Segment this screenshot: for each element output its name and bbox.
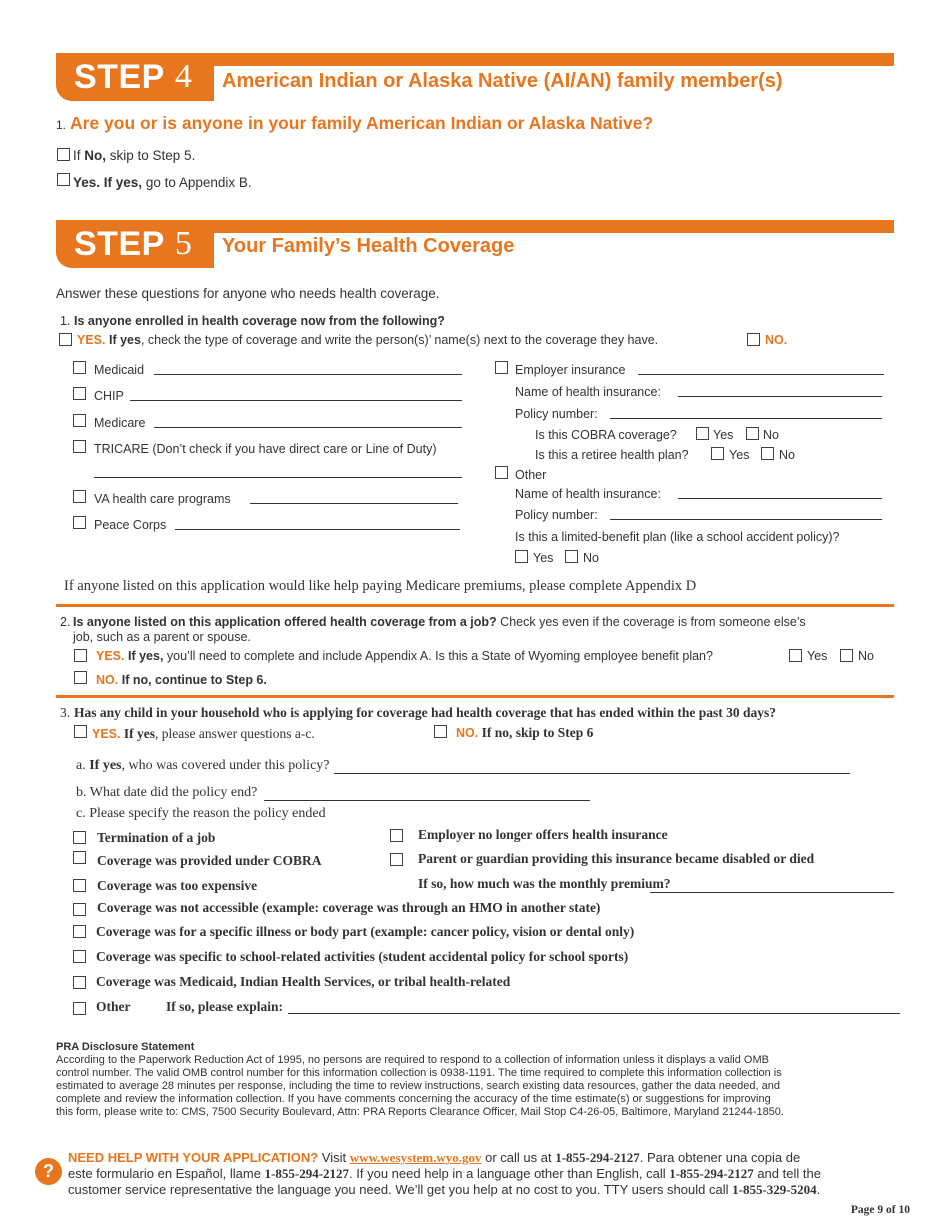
step4-q1-text: Are you or is anyone in your family American Indian or Alaska Native? [70,113,654,133]
help-line-3: customer service representative the language you need. We’ll get you help at no cost to you. TTY users should call 1-855-329-5204. [68,1182,821,1197]
q2-state-no-label: No [858,649,874,663]
chip-label: CHIP [94,389,124,403]
reason-other-checkbox[interactable] [73,1002,86,1015]
step5-badge [56,220,214,268]
q3c-label: c. Please specify the reason the policy ended [76,806,326,821]
medicaid-checkbox[interactable] [73,361,86,374]
reason-other-explain-line[interactable] [288,1013,900,1014]
pra-line-1: According to the Paperwork Reduction Act of 1995, no persons are required to respond to a collection of information unless it displays a valid OMB [56,1054,769,1066]
q1-text: Is anyone enrolled in health coverage now from the following? [74,314,445,328]
cobra-no-checkbox[interactable] [746,427,759,440]
step5-num: 5 [174,225,192,262]
q3-no-label: NO. If no, skip to Step 6 [456,725,594,740]
q1-yes-label: YES. If yes, check the type of coverage and write the person(s)’ name(s) next to the coverage they have. [77,333,659,347]
tricare-label: TRICARE (Don’t check if you have direct care or Line of Duty) [94,442,437,456]
help-line-1: NEED HELP WITH YOUR APPLICATION? Visit www.wesystem.wyo.gov or call us at 1-855-294-2127. Para obtener una copia de [68,1150,801,1165]
q3a-line[interactable] [334,773,850,774]
pra-line-2: control number. The valid OMB control number for this information collection is 0938-1191. The time required to complete this information collection is [56,1067,782,1079]
va-line[interactable] [250,503,458,504]
q3-text: Has any child in your household who is applying for coverage had health coverage that has ended within the past 30 days? [74,705,776,720]
employer-policy-line[interactable] [610,418,882,419]
q2-yes-label: YES. If yes, you’ll need to complete and include Appendix A. Is this a State of Wyoming employee benefit plan? [96,649,713,663]
reason-parent-disabled-checkbox[interactable] [390,853,403,866]
peace-corps-line[interactable] [175,529,460,530]
va-label: VA health care programs [94,492,231,506]
q2-yes-checkbox[interactable] [74,649,87,662]
cobra-yes-checkbox[interactable] [696,427,709,440]
retiree-yes-label: Yes [729,448,750,462]
reason-other-label: Other [96,999,131,1014]
cobra-no-label: No [763,428,779,442]
employer-checkbox[interactable] [495,361,508,374]
help-url-link[interactable]: www.wesystem.wyo.gov [349,1150,482,1165]
q2-num: 2. [60,615,71,629]
limited-yes-checkbox[interactable] [515,550,528,563]
q2-no-checkbox[interactable] [74,671,87,684]
reason-expensive-checkbox[interactable] [73,879,86,892]
reason-not-accessible-label: Coverage was not accessible (example: coverage was through an HMO in another state) [97,900,601,915]
reason-parent-disabled-label: Parent or guardian providing this insurance became disabled or died [418,851,815,866]
medicare-label: Medicare [94,416,146,430]
step4-q1-num: 1. [56,118,67,132]
pra-title: PRA Disclosure Statement [56,1041,195,1053]
q3a-label: a. If yes, who was covered under this policy? [76,758,330,773]
pra-line-4: complete and review the information collection. If you have comments concerning the accuracy of the time estimate(s) or suggestions for improving [56,1093,771,1105]
other-coverage-checkbox[interactable] [495,466,508,479]
step4-yes-checkbox[interactable] [57,173,70,186]
limited-no-label: No [583,551,599,565]
reason-school-checkbox[interactable] [73,950,86,963]
q3b-label: b. What date did the policy end? [76,785,258,800]
separator-2 [56,695,894,698]
limited-benefit-question: Is this a limited-benefit plan (like a school accident policy)? [515,530,840,544]
va-checkbox[interactable] [73,490,86,503]
step4-word: STEP [74,57,165,96]
employer-policy-label: Policy number: [515,407,598,421]
employer-label: Employer insurance [515,363,626,377]
reason-cobra-checkbox[interactable] [73,851,86,864]
reason-school-label: Coverage was specific to school-related activities (student accidental policy for school sports) [96,949,629,964]
employer-line[interactable] [638,374,884,375]
other-ins-name-label: Name of health insurance: [515,487,661,501]
q2-text: Is anyone listed on this application offered health coverage from a job? Check yes even if the coverage is from someone else’s [73,615,806,629]
q2-state-yes-label: Yes [807,649,828,663]
q1-no-label: NO. [765,333,788,347]
retiree-no-label: No [779,448,795,462]
pra-line-5: this form, please write to: CMS, 7500 Security Boulevard, Attn: PRA Reports Clearance Officer, Mail Stop C4-26-05, Baltimore, Maryland 21244-1850. [56,1106,784,1118]
medicare-line[interactable] [154,427,462,428]
q2-state-yes-checkbox[interactable] [789,649,802,662]
separator-1 [56,604,894,607]
chip-line[interactable] [130,400,462,401]
retiree-yes-checkbox[interactable] [711,447,724,460]
limited-no-checkbox[interactable] [565,550,578,563]
reason-termination-label: Termination of a job [97,830,216,845]
reason-not-accessible-checkbox[interactable] [73,903,86,916]
monthly-premium-line[interactable] [650,892,894,893]
help-line-2: este formulario en Español, llame 1-855-294-2127. If you need help in a language other than English, call 1-855-294-2127 and tell the [68,1166,821,1181]
page-number: Page 9 of 10 [850,1204,910,1216]
q3b-line[interactable] [264,800,590,801]
reason-specific-illness-label: Coverage was for a specific illness or body part (example: cancer policy, vision or dental only) [96,924,635,939]
q3-no-checkbox[interactable] [434,725,447,738]
q1-no-checkbox[interactable] [747,333,760,346]
step5-title: Your Family’s Health Coverage [222,235,515,257]
monthly-premium-label: If so, how much was the monthly premium? [418,876,671,891]
reason-cobra-label: Coverage was provided under COBRA [97,853,322,868]
q2-state-no-checkbox[interactable] [840,649,853,662]
employer-ins-name-label: Name of health insurance: [515,385,661,399]
q3-yes-checkbox[interactable] [74,725,87,738]
medicaid-label: Medicaid [94,363,145,377]
step4-no-checkbox[interactable] [57,148,70,161]
reason-expensive-label: Coverage was too expensive [97,878,258,893]
pra-line-3: estimated to average 28 minutes per response, including the time to review instructions, search existing data resources, gather the data needed, and [56,1080,780,1092]
step4-no-label: If No, skip to Step 5. [73,148,196,163]
employer-ins-name-line[interactable] [678,396,882,397]
reason-medicaid-label: Coverage was Medicaid, Indian Health Services, or tribal health-related [96,974,511,989]
step5-intro: Answer these questions for anyone who needs health coverage. [56,286,440,301]
retiree-question: Is this a retiree health plan? [535,448,689,462]
q3-num: 3. [60,705,71,720]
q1-num: 1. [60,314,71,328]
tricare-checkbox[interactable] [73,440,86,453]
peace-corps-checkbox[interactable] [73,516,86,529]
chip-checkbox[interactable] [73,387,86,400]
reason-specific-illness-checkbox[interactable] [73,925,86,938]
reason-employer-label: Employer no longer offers health insurance [418,827,668,842]
step4-badge [56,53,214,101]
cobra-yes-label: Yes [713,428,734,442]
step4-yes-label: Yes. If yes, go to Appendix B. [73,175,252,190]
retiree-no-checkbox[interactable] [761,447,774,460]
medicare-checkbox[interactable] [73,414,86,427]
reason-other-explain-label: If so, please explain: [166,999,284,1014]
other-ins-name-line[interactable] [678,498,882,499]
q3-yes-label: YES. If yes, please answer questions a-c. [92,726,315,741]
cobra-question: Is this COBRA coverage? [535,428,677,442]
q2-no-label: NO. If no, continue to Step 6. [96,673,267,687]
reason-employer-checkbox[interactable] [390,829,403,842]
medicaid-line[interactable] [154,374,462,375]
step4-title: American Indian or Alaska Native (AI/AN) family member(s) [222,70,783,92]
other-policy-line[interactable] [610,519,882,520]
q1-yes-checkbox[interactable] [59,333,72,346]
limited-yes-label: Yes [533,551,554,565]
reason-termination-checkbox[interactable] [73,831,86,844]
other-coverage-label: Other [515,468,547,482]
help-icon: ? [35,1158,62,1185]
q2-text-2: job, such as a parent or spouse. [73,630,251,644]
step4-num: 4 [174,58,192,95]
step5-word: STEP [74,224,165,263]
reason-medicaid-checkbox[interactable] [73,976,86,989]
peace-corps-label: Peace Corps [94,518,167,532]
other-policy-label: Policy number: [515,508,598,522]
medicare-premiums-note: If anyone listed on this application would like help paying Medicare premiums, please complete Appendix D [64,578,697,594]
tricare-line[interactable] [94,477,462,478]
